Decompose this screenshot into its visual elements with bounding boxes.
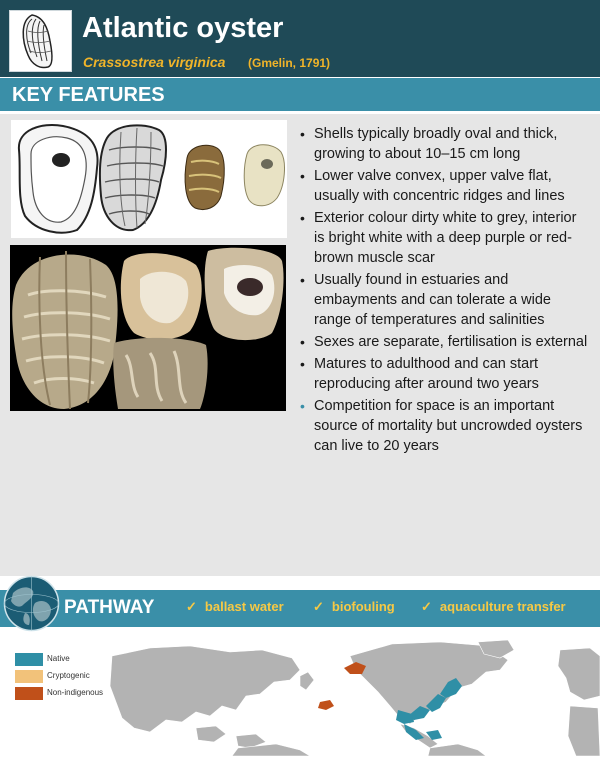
check-icon: ✓ <box>421 599 432 614</box>
list-item: • Usually found in estuaries and embayments and can tolerate a wide range of temperatures and salinities <box>298 270 590 330</box>
shell-illustration <box>11 120 287 238</box>
list-item: • Sexes are separate, fertilisation is external <box>298 332 590 352</box>
oyster-shell-icon <box>9 10 72 72</box>
scientific-authority: (Gmelin, 1791) <box>248 56 331 70</box>
shell-photo-collage <box>10 245 286 411</box>
list-item: • Exterior colour dirty white to grey, interior is bright white with a deep purple or red-brown muscle scar <box>298 208 590 268</box>
pathway-heading: PATHWAY <box>64 597 155 618</box>
list-item: • Shells typically broadly oval and thick, growing to about 10–15 cm long <box>298 124 590 164</box>
check-icon: ✓ <box>313 599 324 614</box>
legend-label: Non-indigenous <box>47 688 104 697</box>
page-title: Atlantic oyster <box>82 12 284 44</box>
key-features-heading: KEY FEATURES <box>12 84 165 106</box>
scientific-name: Crassostrea virginica <box>83 54 226 70</box>
pathway-item: ✓ aquaculture transfer <box>421 599 566 614</box>
globe-icon <box>3 575 60 632</box>
list-item: • Competition for space is an important source of mortality but uncrowded oysters can live to 20 years <box>298 396 590 456</box>
list-item: • Lower valve convex, upper valve flat, usually with concentric ridges and lines <box>298 166 590 206</box>
legend-label: Cryptogenic <box>47 671 90 680</box>
distribution-map <box>0 636 600 756</box>
list-item: • Matures to adulthood and can start reproducing after around two years <box>298 354 590 394</box>
check-icon: ✓ <box>186 599 197 614</box>
legend-swatch <box>15 653 43 666</box>
legend-label: Native <box>47 654 70 663</box>
key-features-list <box>298 124 590 458</box>
legend-swatch <box>15 670 43 683</box>
pathway-item: ✓ biofouling <box>313 599 395 614</box>
legend-swatch <box>15 687 43 700</box>
pathway-item: ✓ ballast water <box>186 599 284 614</box>
